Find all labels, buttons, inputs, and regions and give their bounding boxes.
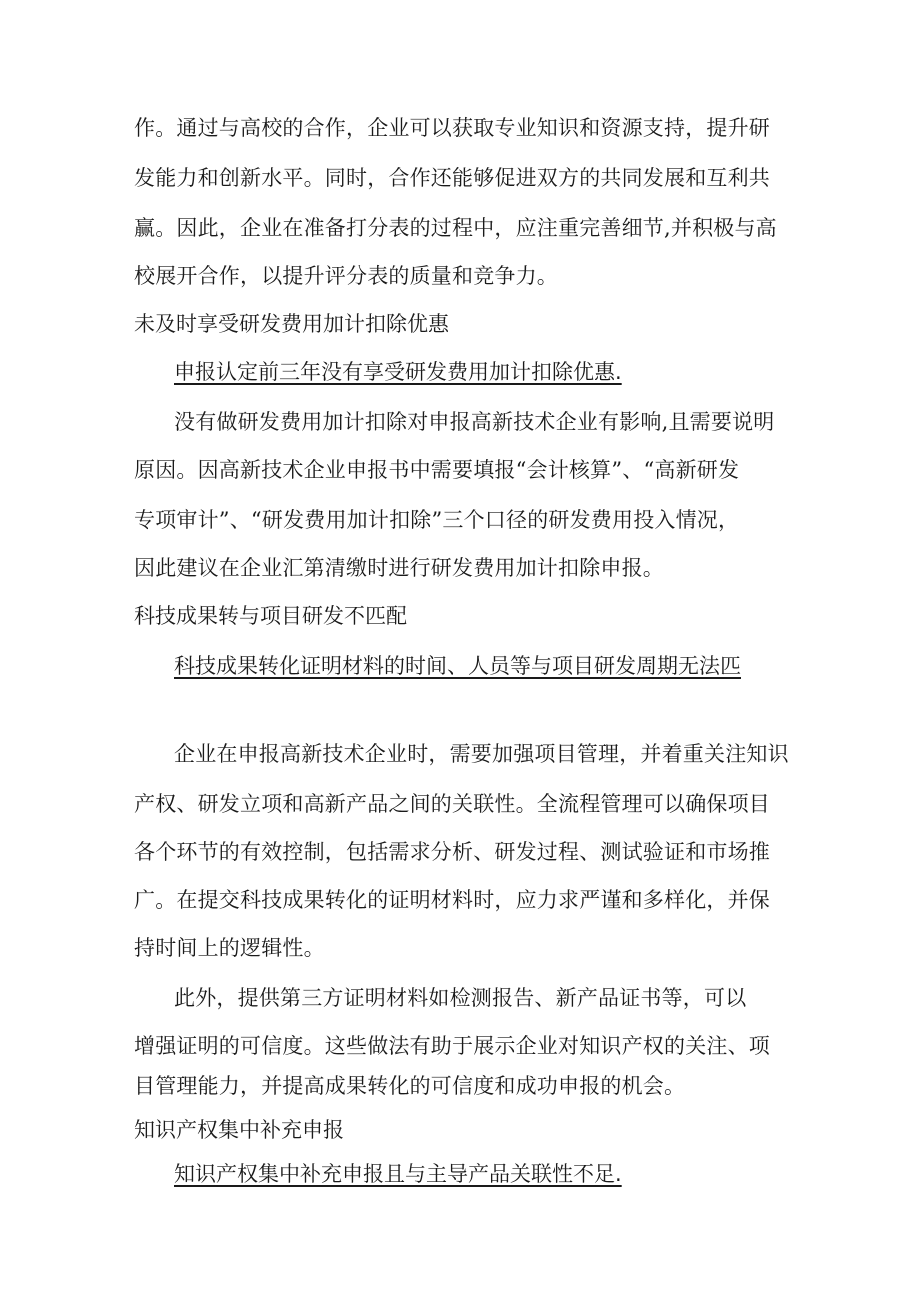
- paragraph-line: 校展开合作，以提升评分表的质量和竞争力。: [134, 264, 558, 288]
- paragraph-line: 企业在申报高新技术企业时，需要加强项目管理，并着重关注知识: [174, 742, 789, 766]
- paragraph-line: 原因。因高新技术企业申报书中需要填报“会计核算”、“高新研发: [134, 458, 740, 482]
- section-subheading: 科技成果转化证明材料的时间、人员等与项目研发周期无法匹: [174, 654, 741, 678]
- section-heading: 科技成果转与项目研发不匹配: [134, 604, 407, 628]
- paragraph-line: 各个环节的有效控制，包括需求分析、研发过程、测试验证和市场推: [134, 840, 770, 864]
- paragraph-line: 持时间上的逻辑性。: [134, 936, 325, 960]
- section-subheading: 申报认定前三年没有享受研发费用加计扣除优惠.: [174, 360, 622, 384]
- paragraph-line: 产权、研发立项和高新产品之间的关联性。全流程管理可以确保项目: [134, 792, 770, 816]
- paragraph-line: 赢。因此，企业在准备打分表的过程中，应注重完善细节,并积极与高: [134, 216, 777, 240]
- paragraph-line: 发能力和创新水平。同时，合作还能够促进双方的共同发展和互利共: [134, 166, 770, 190]
- paragraph-line: 作。通过与高校的合作，企业可以获取专业知识和资源支持，提升研: [134, 116, 770, 140]
- paragraph-line: 此外，提供第三方证明材料如检测报告、新产品证书等，可以: [174, 986, 747, 1010]
- paragraph-line: 因此建议在企业汇第清缴时进行研发费用加计扣除申报。: [134, 556, 664, 580]
- section-subheading: 知识产权集中补充申报且与主导产品关联性不足.: [174, 1162, 622, 1186]
- paragraph-line: 没有做研发费用加计扣除对申报高新技术企业有影响,且需要说明: [174, 410, 775, 434]
- section-heading: 未及时享受研发费用加计扣除优惠: [134, 312, 449, 336]
- paragraph-line: 专项审计”、“研发费用加计扣除”三个口径的研发费用投入情况，: [134, 508, 740, 532]
- section-heading: 知识产权集中补充申报: [134, 1118, 344, 1142]
- paragraph-line: 目管理能力，并提高成果转化的可信度和成功申报的机会。: [134, 1074, 686, 1098]
- paragraph-line: 增强证明的可信度。这些做法有助于展示企业对知识产权的关注、项: [134, 1034, 770, 1058]
- paragraph-line: 广。在提交科技成果转化的证明材料时，应力求严谨和多样化，并保: [134, 888, 770, 912]
